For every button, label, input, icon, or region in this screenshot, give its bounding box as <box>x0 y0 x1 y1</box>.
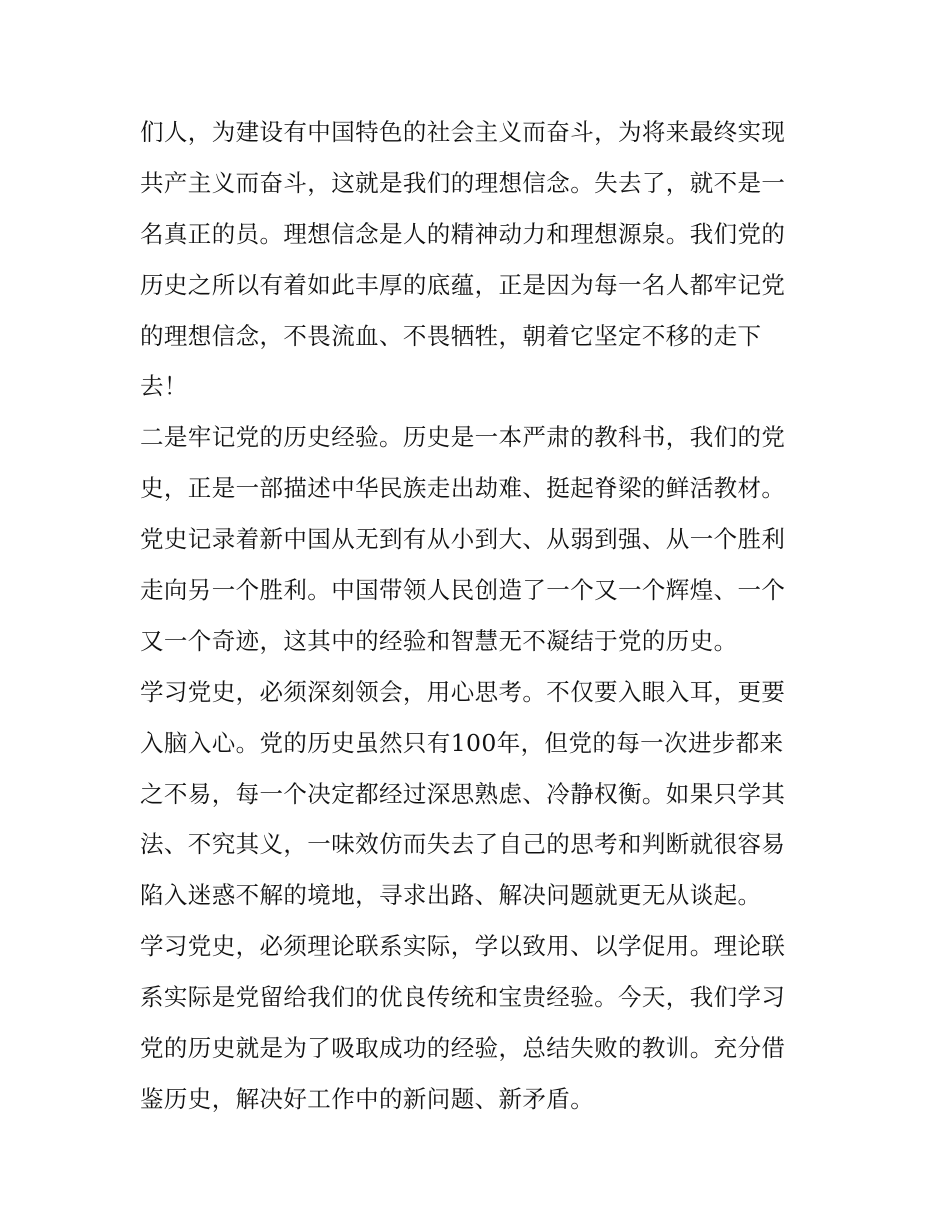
text-line: 之不易，每一个决定都经过深思熟虑、冷静权衡。如果只学其 <box>140 779 786 808</box>
text-line: 学习党史，必须深刻领会，用心思考。不仅要入眼入耳，更要 <box>140 677 786 706</box>
text-line: 系实际是党留给我们的优良传统和宝贵经验。今天，我们学习 <box>140 983 786 1012</box>
text-line: 名真正的员。理想信念是人的精神动力和理想源泉。我们党的 <box>140 219 786 248</box>
text-line: 陷入迷惑不解的境地，寻求出路、解决问题就更无从谈起。 <box>140 881 762 910</box>
text-line: 党史记录着新中国从无到有从小到大、从弱到强、从一个胜利 <box>140 525 786 554</box>
text-line: 的理想信念，不畏流血、不畏牺牲，朝着它坚定不移的走下 <box>140 321 762 350</box>
text-line: 又一个奇迹，这其中的经验和智慧无不凝结于党的历史。 <box>140 626 738 655</box>
text-line: 去！ <box>140 372 188 401</box>
text-line: 走向另一个胜利。中国带领人民创造了一个又一个辉煌、一个 <box>140 576 786 605</box>
document-body <box>140 107 812 1125</box>
text-line: 入脑入心。党的历史虽然只有100年，但党的每一次进步都来 <box>140 728 784 757</box>
text-line: 法、不究其义，一味效仿而失去了自己的思考和判断就很容易 <box>140 830 786 859</box>
text-line: 鉴历史，解决好工作中的新问题、新矛盾。 <box>140 1084 595 1113</box>
text-line: 党的历史就是为了吸取成功的经验，总结失败的教训。充分借 <box>140 1034 786 1063</box>
text-line: 史，正是一部描述中华民族走出劫难、挺起脊梁的鲜活教材。 <box>140 474 786 503</box>
text-line: 历史之所以有着如此丰厚的底蕴，正是因为每一名人都牢记党 <box>140 270 786 299</box>
text-line: 学习党史，必须理论联系实际，学以致用、以学促用。理论联 <box>140 932 786 961</box>
text-line: 二是牢记党的历史经验。历史是一本严肃的教科书，我们的党 <box>140 423 786 452</box>
text-line: 共产主义而奋斗，这就是我们的理想信念。失去了，就不是一 <box>140 168 786 197</box>
text-line: 们人，为建设有中国特色的社会主义而奋斗，为将来最终实现 <box>140 118 786 146</box>
